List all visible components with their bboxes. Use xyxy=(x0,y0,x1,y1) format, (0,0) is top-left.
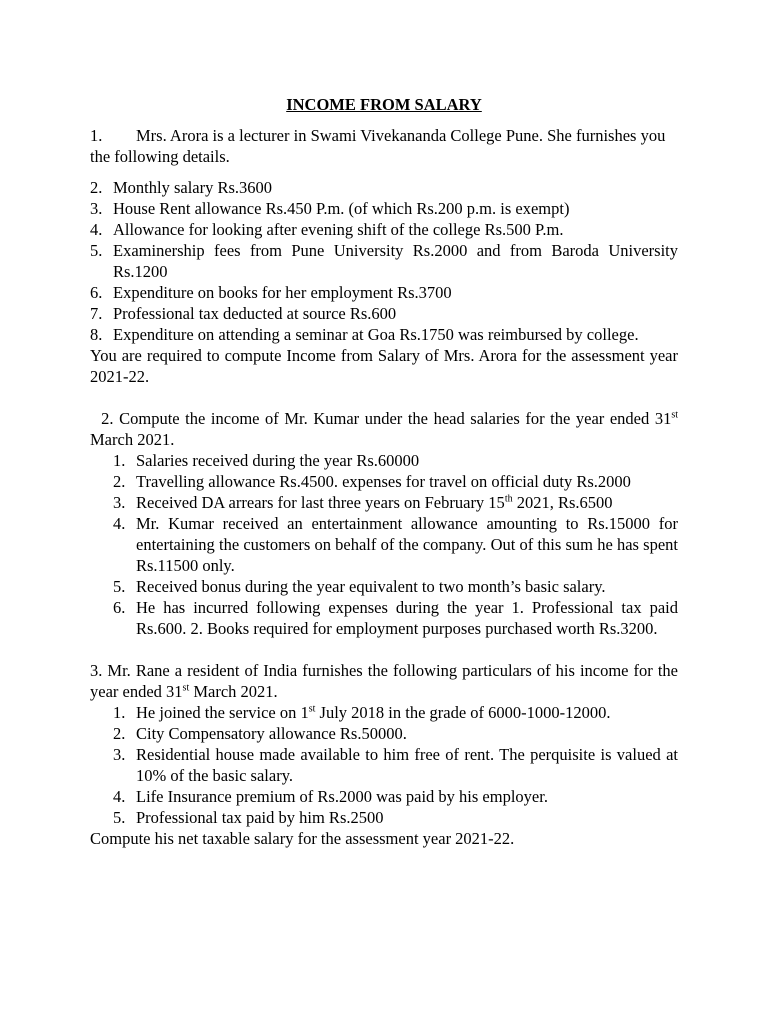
question-1-closing: You are required to compute Income from Salary of Mrs. Arora for the assessment year 2021-22. xyxy=(90,346,678,386)
question-1 xyxy=(90,125,678,387)
list-item: 6. He has incurred following expenses during the year 1. Professional tax paid Rs.600. 2. Books required for employment purposes purchased worth Rs.3200. xyxy=(113,598,678,638)
question-3-closing: Compute his net taxable salary for the assessment year 2021-22. xyxy=(90,829,515,848)
list-item: 1. Salaries received during the year Rs.60000 xyxy=(113,451,420,470)
list-item: 4. Mr. Kumar received an entertainment allowance amounting to Rs.15000 for entertaining the customers on behalf of the company. Out of this sum he has spent Rs.11500 only. xyxy=(113,514,678,575)
list-item: 3. Residential house made available to him free of rent. The perquisite is valued at 10% of the basic salary. xyxy=(113,745,678,785)
list-item: 2. City Compensatory allowance Rs.50000. xyxy=(113,724,407,743)
list-item: 3. House Rent allowance Rs.450 P.m. (of which Rs.200 p.m. is exempt) xyxy=(90,199,570,218)
question-2-list xyxy=(90,450,678,639)
list-item: 3. Received DA arrears for last three years on February 15th 2021, Rs.6500 xyxy=(113,493,613,512)
question-2 xyxy=(90,408,678,639)
list-item: 4. Allowance for looking after evening shift of the college Rs.500 P.m. xyxy=(90,220,564,239)
question-1-intro-text: Mrs. Arora is a lecturer in Swami Vivekananda College Pune. She furnishes you the following details. xyxy=(90,126,666,166)
question-3 xyxy=(90,660,678,849)
question-2-intro: 2. Compute the income of Mr. Kumar under the head salaries for the year ended 31st March 2021. xyxy=(90,409,679,449)
list-item: 5. Examinership fees from Pune University Rs.2000 and from Baroda University Rs.1200 xyxy=(90,241,678,281)
question-1-number: 1. xyxy=(90,126,103,145)
list-item: 4. Life Insurance premium of Rs.2000 was paid by his employer. xyxy=(113,787,548,806)
question-3-intro: 3. Mr. Rane a resident of India furnishes the following particulars of his income for the year ended 31st March 2021. xyxy=(90,661,678,701)
list-item: 6. Expenditure on books for her employment Rs.3700 xyxy=(90,283,452,302)
list-item: 1. He joined the service on 1st July 2018 in the grade of 6000-1000-12000. xyxy=(113,703,611,722)
question-1-list xyxy=(90,177,678,345)
document-page xyxy=(90,94,678,849)
list-item: 2. Monthly salary Rs.3600 xyxy=(90,178,273,197)
question-1-intro xyxy=(90,125,678,167)
question-3-list xyxy=(90,702,678,828)
list-item: 8. Expenditure on attending a seminar at Goa Rs.1750 was reimbursed by college. xyxy=(90,325,639,344)
list-item: 2. Travelling allowance Rs.4500. expenses for travel on official duty Rs.2000 xyxy=(113,472,631,491)
list-item: 5. Received bonus during the year equivalent to two month’s basic salary. xyxy=(113,577,606,596)
list-item: 7. Professional tax deducted at source Rs.600 xyxy=(90,304,397,323)
document-title: INCOME FROM SALARY xyxy=(286,95,482,114)
list-item: 5. Professional tax paid by him Rs.2500 xyxy=(113,808,384,827)
